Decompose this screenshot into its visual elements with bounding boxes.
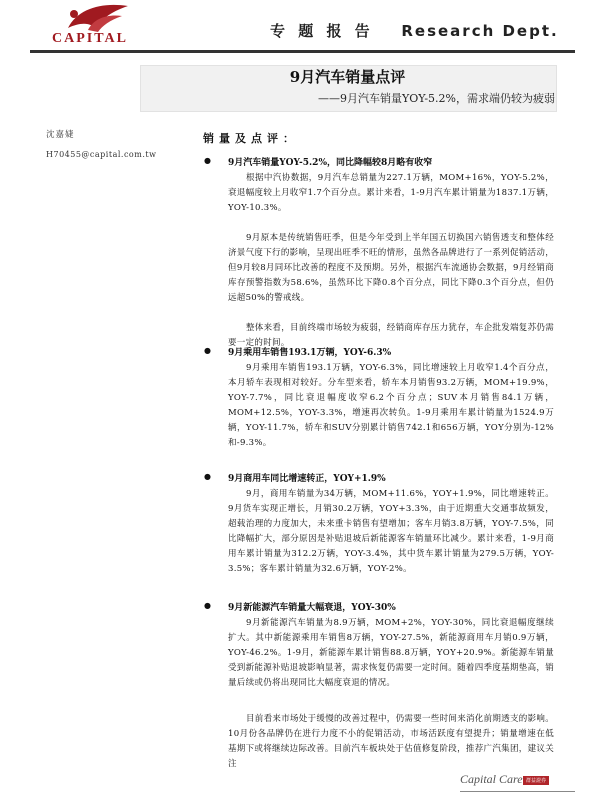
- bullet-icon: ●: [204, 156, 211, 165]
- footer-divider: [460, 791, 575, 792]
- section-heading: 9月商用车同比增速转正，YOY+1.9%: [228, 474, 386, 484]
- paragraph: 9月乘用车销售193.1万辆，YOY-6.3%，同比增速较上月收窄1.4个百分点，本月轿车表现相对较好。分车型来看，轿车本月销售93.2万辆，MOM+19.9%，YOY-7.7%，同比衰退幅度收窄6.2个百分点；SUV本月销售84.1万辆，MOM+12.5%，YOY-3.3%，增速再次转负。1-9月乘用车累计销量为1524.9万辆，YOY-11.7%，轿车和SUV分别累计销售742.1和656万辆，YOY分别为-12%和-9.3%。: [228, 363, 554, 448]
- header-title-cn: 专 题 报 告: [270, 22, 374, 40]
- logo-text: CAPITAL: [52, 31, 128, 46]
- header-title-en: Research Dept.: [401, 22, 559, 40]
- outlook-paragraph: 目前看来市场处于缓慢的改善过程中，仍需要一些时间来消化前期透支的影响。10月份各品牌仍在进行力度不小的促销活动，市场活跃度有望提升；销量增速在低基期下或将继续边际改善。目前汽车板块处于估值修复阶段，推荐广汽集团，建议关注: [228, 714, 555, 769]
- section-heading: 9月汽车销量YOY-5.2%，同比降幅较8月略有收窄: [228, 158, 433, 168]
- header-divider: [30, 50, 575, 53]
- section-title: 销量及点评：: [203, 132, 299, 145]
- author-email: H70455@capital.com.tw: [46, 150, 157, 159]
- paragraph: 9月原本是传统销售旺季，但是今年受到上半年国五切换国六销售透支和整体经济景气度下行的影响，呈现出旺季不旺的情形，虽然各品牌进行了一系列促销活动，但9月较8月同环比改善的程度不及预期。另外，根据汽车流通协会数据，9月经销商库存预警指数为58.6%，虽然环比下降0.8个百分点，同比下降0.3个百分点，但仍远超50%的警戒线。: [228, 233, 554, 303]
- paragraph: 整体来看，目前终端市场较为疲弱，经销商库存压力犹存，车企批发端复苏仍需要一定的时间。: [228, 323, 555, 348]
- bullet-icon: ●: [204, 601, 211, 610]
- bullet-icon: ●: [204, 346, 211, 355]
- section-heading: 9月新能源汽车销量大幅衰退，YOY-30%: [228, 603, 396, 613]
- report-subtitle: ——9月汽车销量YOY-5.2%，需求端仍较为疲弱: [318, 92, 555, 105]
- author-name: 沈嘉婕: [46, 130, 75, 140]
- paragraph: 9月，商用车销量为34万辆，MOM+11.6%，YOY+1.9%，同比增速转正。9月货车实现正增长，月销30.2万辆，YOY+3.3%，由于近期重大交通事故频发，超载治理的力度加大，未来重卡销售有望增加；客车月销3.8万辆，YOY-7.5%，同比降幅扩大，部分原因是补贴退坡后新能源客车销量环比减少。累计来看，1-9月商用车累计销量为312.2万辆，YOY-3.4%，其中货车累计销量为279.5万辆，YOY-3.5%；客车累计销量为32.6万辆，YOY-2%。: [228, 489, 554, 574]
- paragraph: 根据中汽协数据，9月汽车总销量为227.1万辆，MOM+16%，YOY-5.2%，衰退幅度较上月收窄1.7个百分点。累计来看，1-9月汽车累计销量为1837.1万辆，YOY-10.3%。: [228, 173, 554, 213]
- bullet-icon: ●: [204, 472, 211, 481]
- report-title: 9月汽车销量点评: [289, 68, 406, 86]
- footer-brand: Capital Care: [460, 772, 523, 786]
- header-title: [270, 20, 559, 41]
- paragraph: 9月新能源汽车销量为8.9万辆，MOM+2%，YOY-30%，同比衰退幅度继续扩大。其中新能源乘用车销售8万辆，YOY-27.5%，新能源商用车月销0.9万辆，YOY-46.2%。1-9月，新能源车累计销售88.8万辆，YOY+20.9%。新能源车销量受到新能源补贴退坡影响显著，需求恢复仍需要一定时间。随着四季度基期垫高，销量后续或仍将出现同比大幅度衰退的情况。: [228, 618, 554, 688]
- section-heading: 9月乘用车销售193.1万辆，YOY-6.3%: [228, 348, 392, 358]
- footer-badge: 群益證券: [523, 776, 549, 785]
